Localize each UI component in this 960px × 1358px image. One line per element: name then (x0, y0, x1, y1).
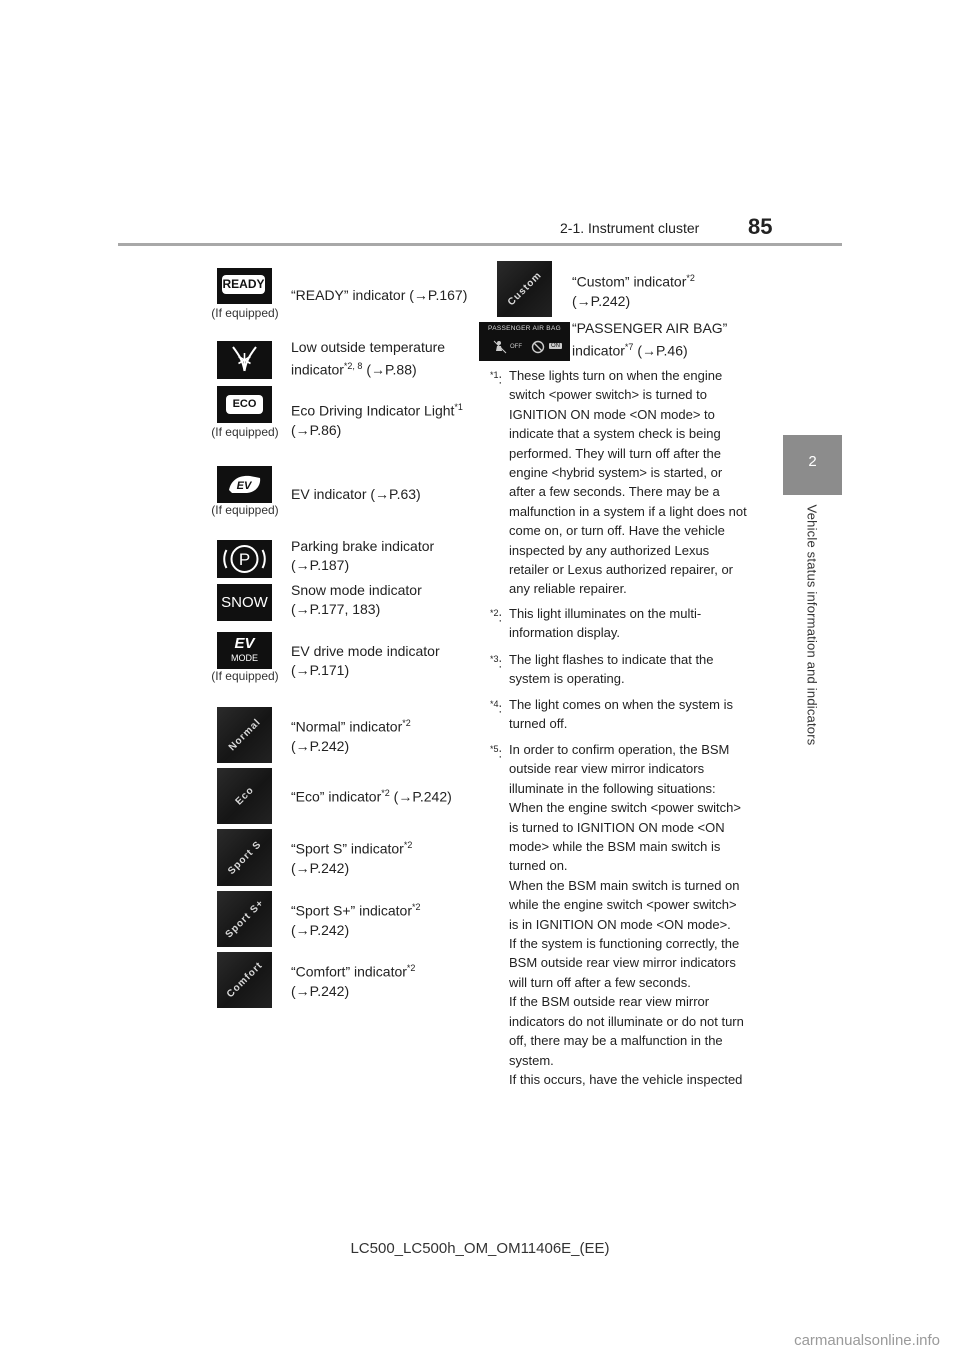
airbag-seat-icon (493, 340, 507, 354)
comfort-icon: Comfort (217, 952, 272, 1008)
page-number: 85 (748, 214, 773, 239)
if-equipped-note: (If equipped) (211, 669, 279, 683)
indicator-label: Eco Driving Indicator Light$^{*1}$ (→P.86) (291, 402, 463, 438)
ev-mode-icon: EV MODE (217, 632, 272, 669)
chapter-tab (783, 435, 842, 495)
watermark: carmanualsonline.info (794, 1332, 940, 1349)
footnote-2: $^{*2}$: This light illuminates on the multi-information display. (490, 606, 702, 641)
footnote-5: $^{*5}$: In order to confirm operation, the BSM outside rear view mirror indicators illuminate in the following situations: When the engine switch <power switch> is turned to IGNITION ON mode <ON mode> while the BSM main switch is turned on. When the BSM main switch is turned on while the engine switch <power switch> is in IGNITION ON mode <ON mode>. If the system is functioning correctly, the BSM outside rear view mirror indicators will turn off after a few seconds. If the BSM outside rear view mirror indicators do not illuminate or do not turn off, there may be a malfunction in the system. If this occurs, have the vehicle inspected (490, 740, 748, 1089)
sport-s-icon: Sport S (217, 829, 272, 886)
footnote-1: $^{*1}$: These lights turn on when the engine switch <power switch> is turned to IGNITION ON mode <ON mode> to indicate that a system check is being performed. They will turn off after the engine <hybrid system> is started, or after a few seconds. There may be a malfunction in a system if a light does not come on, or turn off. Have the vehicle inspected by any authorized Lexus retailer or Lexus authorized repairer, or any reliable repairer. (490, 368, 747, 597)
indicator-label: Low outside temperature indicator$^{*2, 8}$ (→P.88) (291, 339, 446, 378)
footnote-5-line: When the engine switch <power switch> is turned to IGNITION ON mode <ON mode> while the BSM main switch is turned on. (509, 800, 741, 874)
parking-brake-icon (217, 540, 272, 578)
if-equipped-note: (If equipped) (211, 306, 279, 320)
if-equipped-note: (If equipped) (211, 503, 279, 517)
ev-icon (217, 466, 272, 503)
if-equipped-note: (If equipped) (211, 425, 279, 439)
document-id: LC500_LC500h_OM_OM11406E_(EE) (350, 1240, 610, 1257)
indicator-label: Parking brake indicator (→P.187) (291, 538, 435, 573)
normal-mode-icon: Normal (217, 707, 272, 763)
eco-mode-icon: Eco (217, 768, 272, 824)
indicator-label: EV drive mode indicator (→P.171) (291, 643, 440, 678)
indicator-label: “Normal” indicator$^{*2}$ (→P.242) (291, 718, 411, 754)
section-title: 2-1. Instrument cluster (560, 220, 700, 236)
custom-icon: Custom (497, 261, 552, 317)
footnote-5-line: If this occurs, have the vehicle inspected (509, 1071, 743, 1087)
chapter-title: Vehicle status information and indicators (804, 504, 820, 746)
indicator-label: Snow mode indicator (→P.177, 183) (291, 582, 422, 617)
indicator-label: “Sport S” indicator$^{*2}$ (→P.242) (291, 840, 413, 876)
footnote-4: $^{*4}$: The light comes on when the system is turned off. (490, 697, 733, 732)
indicator-label: “PASSENGER AIR BAG” indicator$^{*7}$ (→P.46) (572, 320, 728, 359)
footnote-5-line: If the system is functioning correctly, the BSM outside rear view mirror indicators will turn off after a few seconds. (509, 936, 740, 990)
indicator-label: “Custom” indicator$^{*2}$ (→P.242) (572, 273, 695, 309)
airbag-crossed-icon (531, 340, 545, 354)
snow-icon: SNOW (217, 584, 272, 621)
indicator-label: “READY” indicator (→P.167) (291, 287, 468, 303)
indicator-label: “Sport S+” indicator$^{*2}$ (→P.242) (291, 902, 421, 938)
sport-s-plus-icon: Sport S+ (217, 891, 272, 947)
passenger-airbag-icon: PASSENGER AIR BAG OFF ON (479, 322, 570, 361)
header-divider (118, 243, 842, 246)
footnote-5-line: When the BSM main switch is turned on while the engine switch <power switch> is in IGNITION ON mode <ON mode>. (509, 877, 740, 932)
footnote-3: $^{*3}$: The light flashes to indicate that the system is operating. (490, 652, 714, 687)
ready-icon: READY (217, 268, 272, 304)
chapter-number: 2 (808, 453, 817, 470)
indicator-label: EV indicator (→P.63) (291, 486, 421, 502)
footnote-5-line: If the BSM outside rear view mirror indicators do not illuminate or do not turn off, there may be a malfunction in the system. (509, 994, 744, 1068)
svg-text:EV: EV (236, 480, 252, 492)
indicator-label: “Comfort” indicator$^{*2}$ (→P.242) (291, 963, 416, 999)
indicator-label: “Eco” indicator$^{*2}$ (→P.242) (291, 788, 452, 805)
svg-text:P: P (238, 550, 251, 569)
low-temp-icon (217, 341, 272, 379)
eco-driving-icon: ECO (217, 386, 272, 423)
